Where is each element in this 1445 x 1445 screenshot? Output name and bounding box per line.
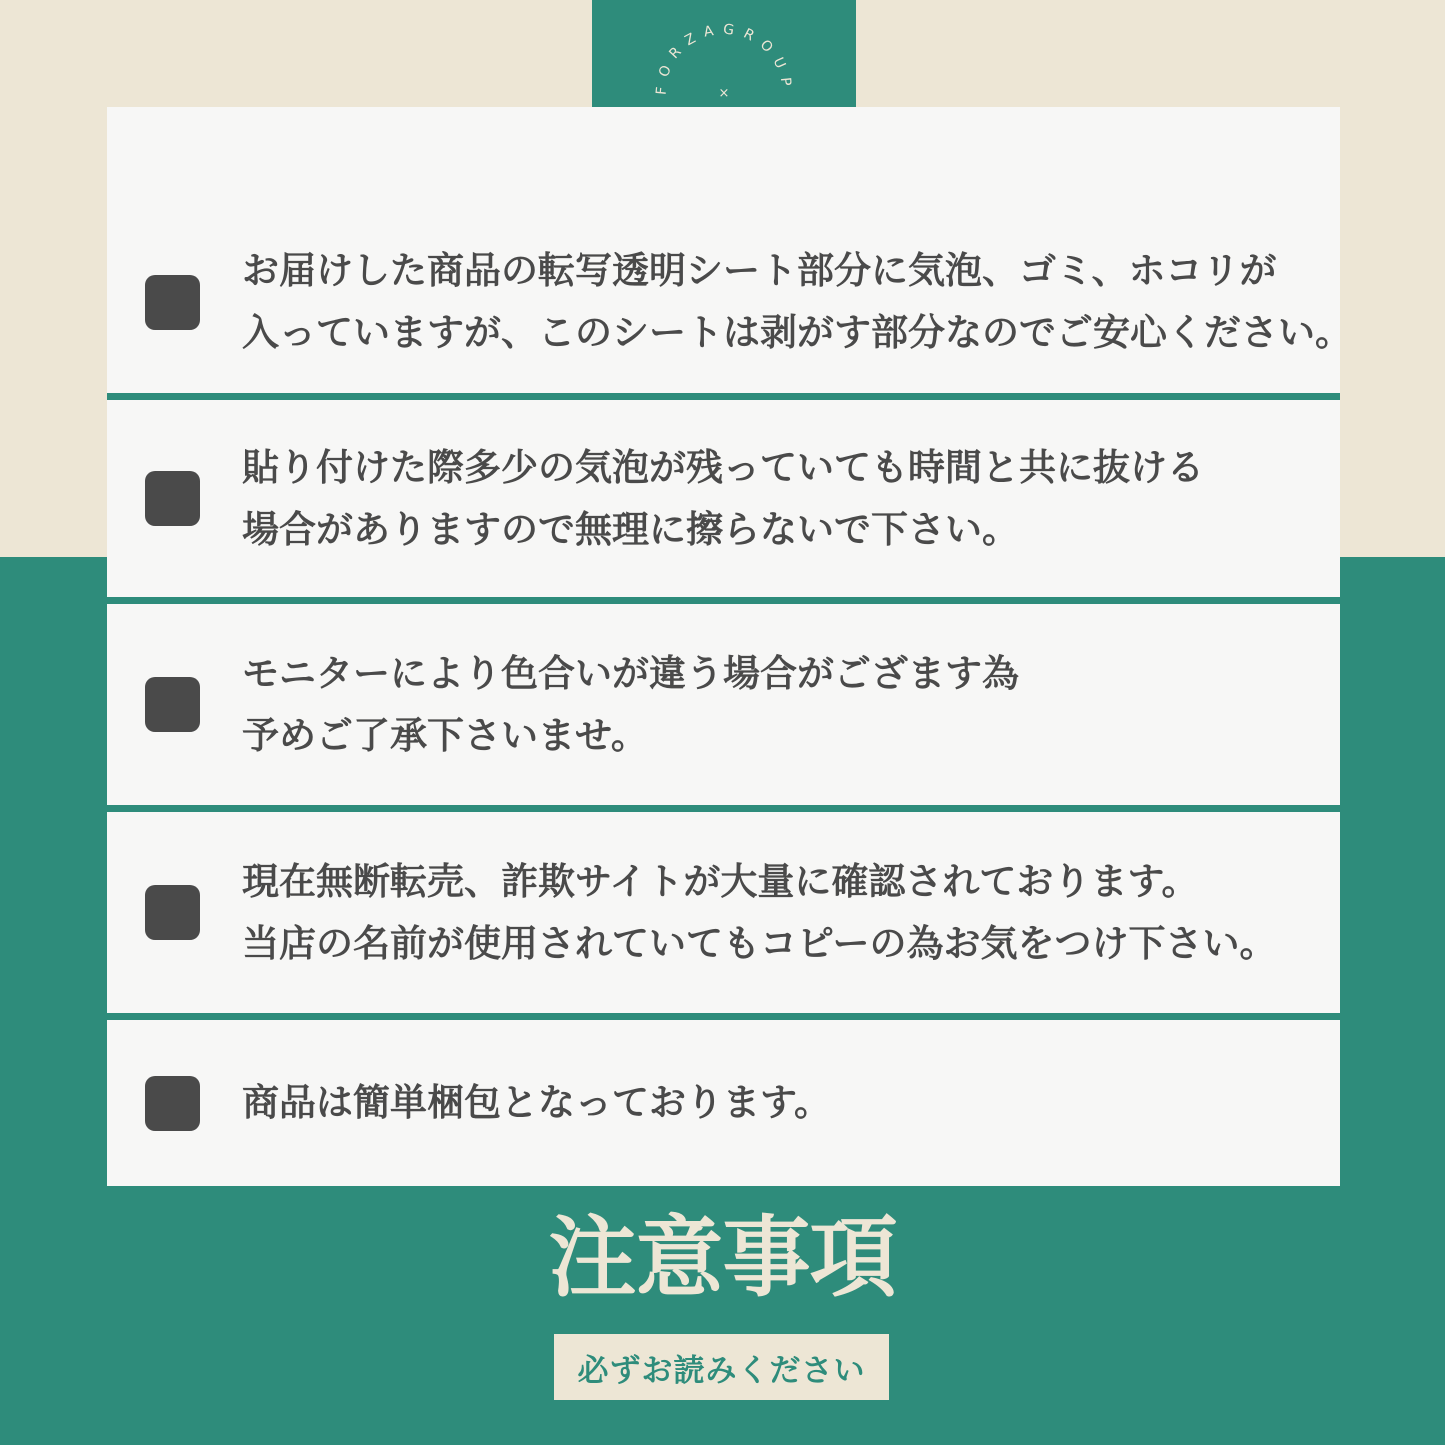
notice-section-transfer-sheet [107,107,1352,393]
notice-line: 貼り付けた際多少の気泡が残っていても時間と共に抜ける [242,445,1204,489]
notice-line: 当店の名前が使用されていてもコピーの為お気をつけ下さい。 [242,921,1277,965]
checkbox-bullet-icon [145,1076,200,1131]
notice-title: 注意事項 [548,1206,897,1309]
checkbox-bullet-icon [145,677,200,732]
notice-section-simple-packaging [107,1013,1340,1186]
notice-section-air-bubbles [107,393,1340,597]
notice-text [242,240,1352,364]
notice-text [242,437,1204,561]
notice-text [242,851,1277,975]
notice-line: 予めご了承下さいませ。 [242,713,648,757]
logo-x-icon: × [718,86,730,101]
notice-line: 商品は簡単梱包となっております。 [242,1081,832,1124]
notice-line: モニターにより色合いが違う場合がござます為 [242,651,1019,695]
checkbox-bullet-icon [145,275,200,330]
notice-text [242,1072,831,1134]
notice-text [242,643,1019,767]
notice-panel [107,107,1352,1186]
checkbox-bullet-icon [145,471,200,526]
notice-line: お届けした商品の転写透明シート部分に気泡、ゴミ、ホコリが [242,249,1277,292]
must-read-label: 必ずお読みください [577,1352,866,1389]
notice-section-scam-sites [107,805,1340,1013]
must-read-badge [554,1334,889,1400]
logo-ring-text-top: FORZAGROUP [653,21,795,96]
notice-line: 入っていますが、このシートは剥がす部分なのでご安心ください。 [242,311,1352,354]
checkbox-bullet-icon [145,885,200,940]
notice-section-monitor-color [107,597,1340,805]
notice-line: 現在無断転売、詐欺サイトが大量に確認されております。 [242,859,1199,903]
notice-line: 場合がありますので無理に擦らないで下さい。 [242,507,1019,551]
